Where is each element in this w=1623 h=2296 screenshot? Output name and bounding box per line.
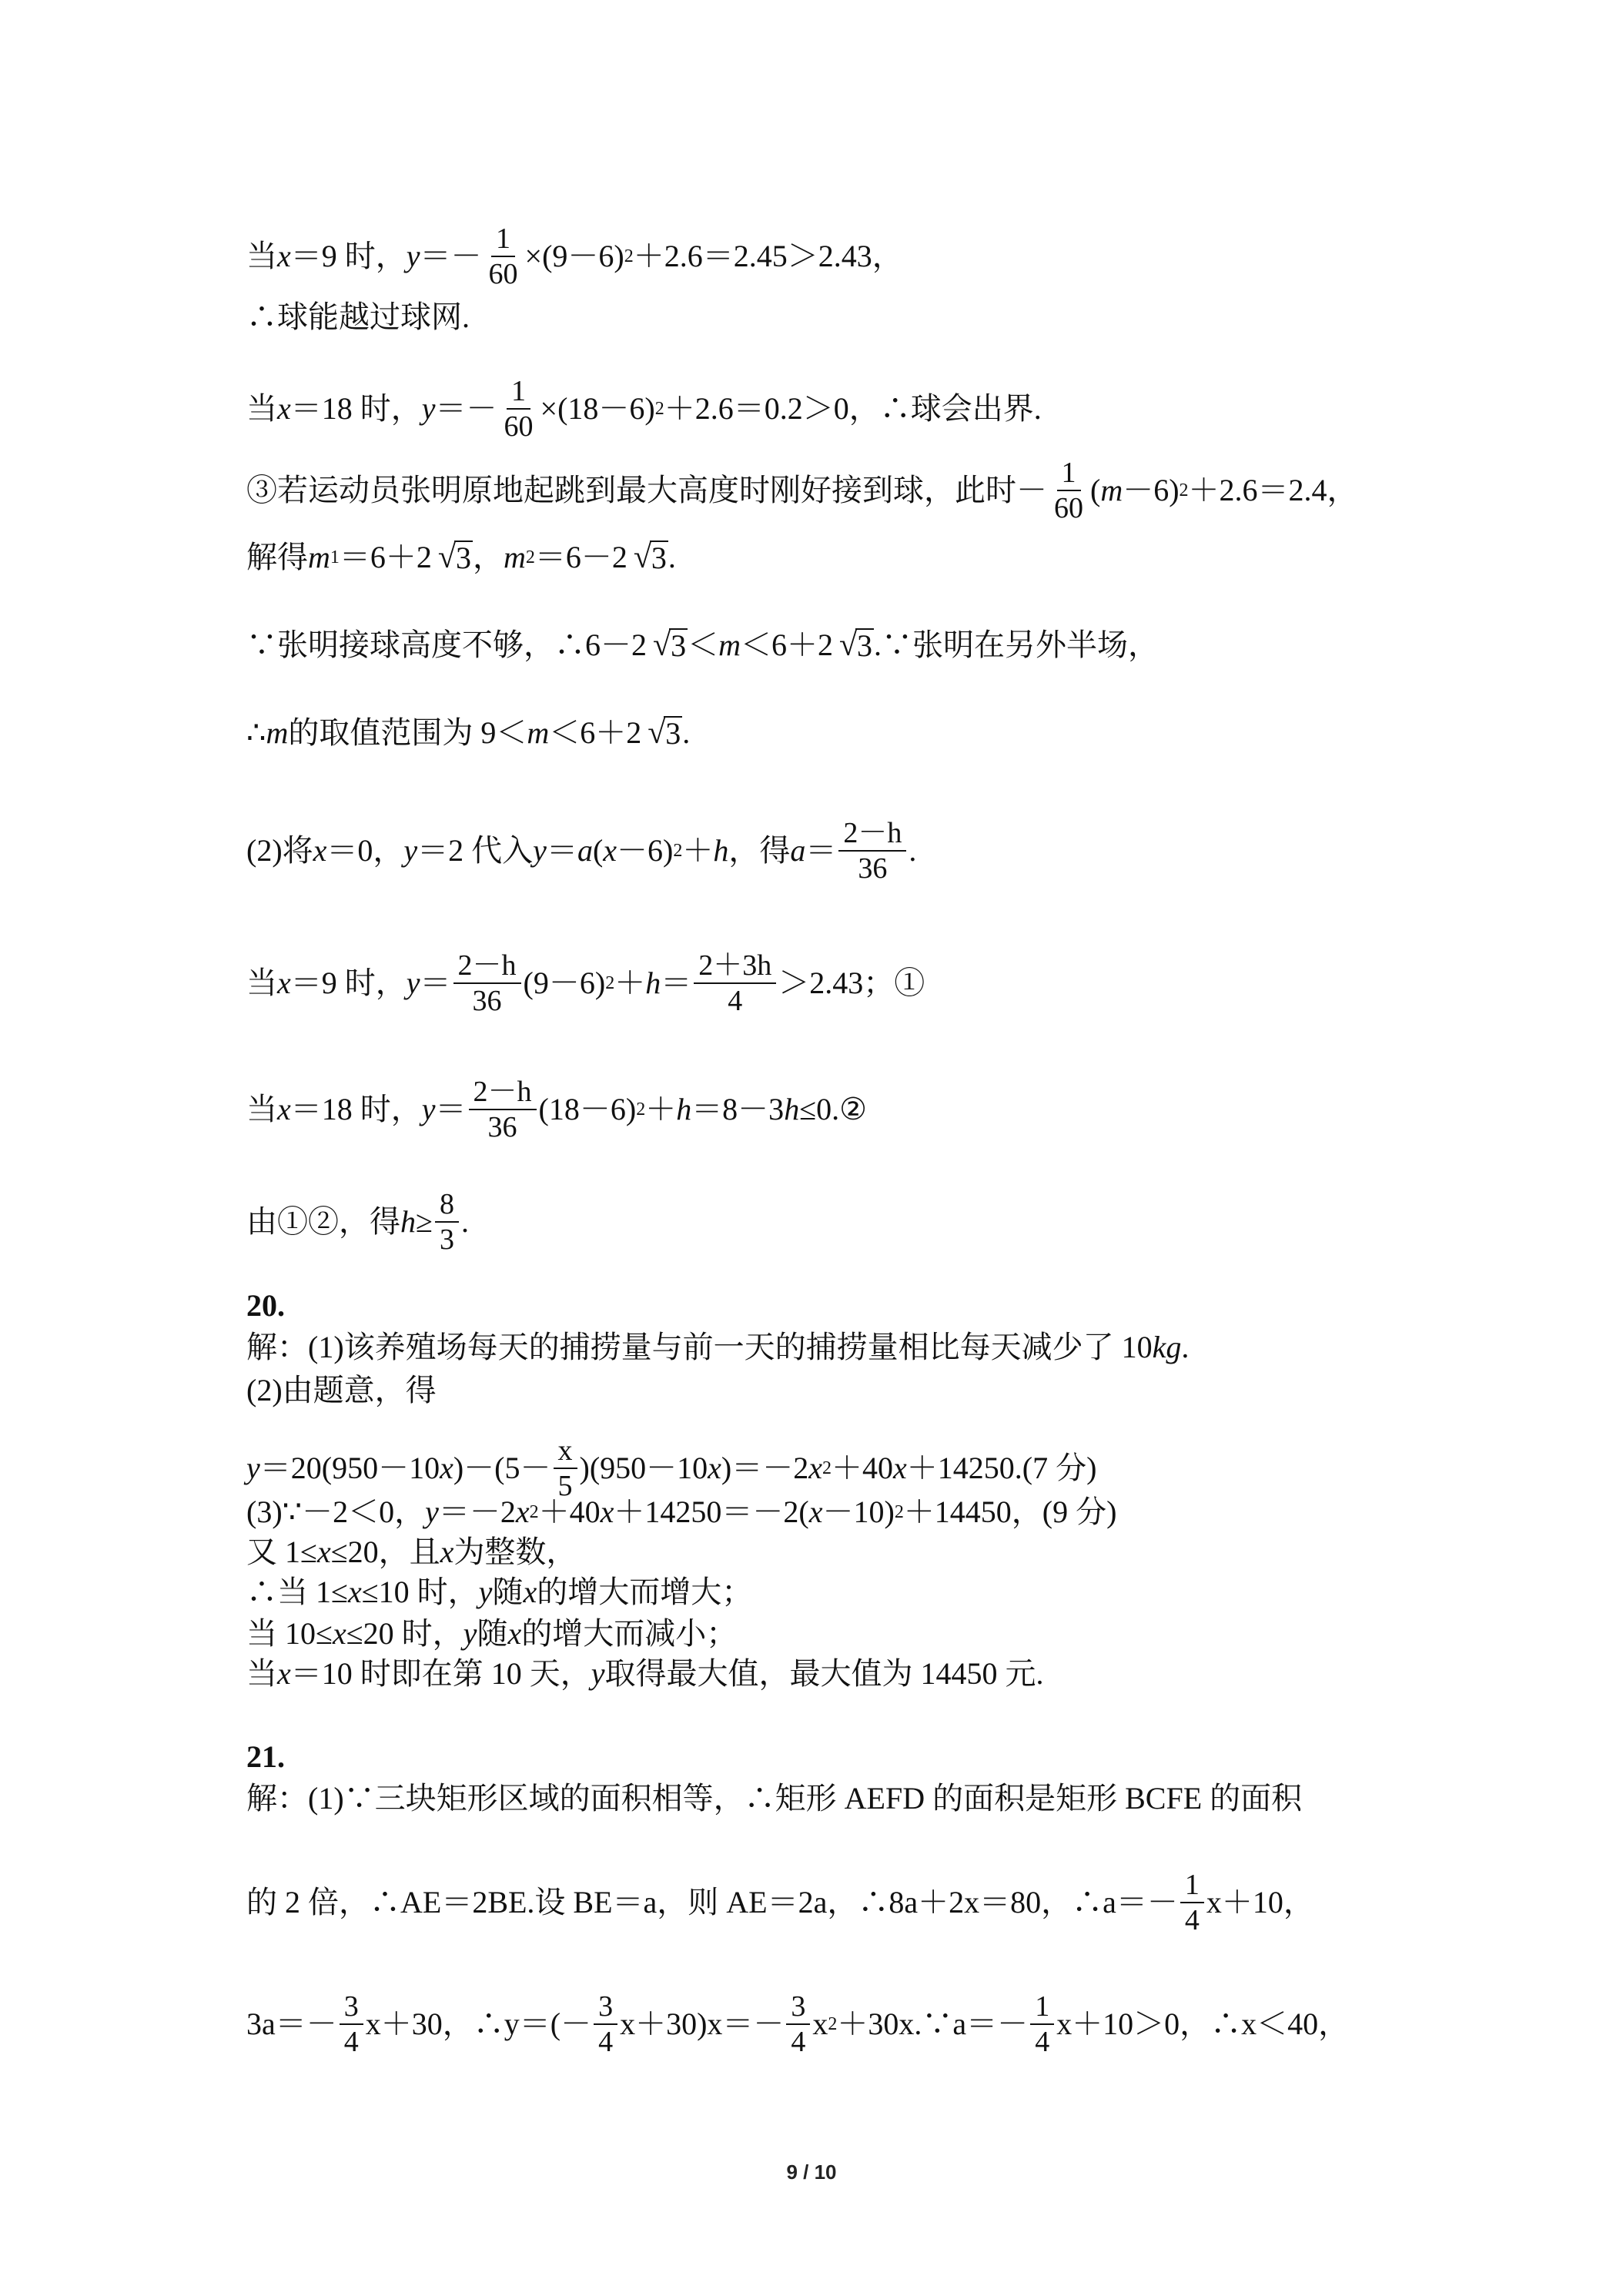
text-line — [246, 1372, 437, 1409]
var: y — [406, 966, 420, 1000]
text-run: ≤0.② — [799, 1092, 867, 1126]
var: m — [1100, 473, 1123, 507]
text-run: 解：(1)∵三块矩形区域的面积相等，∴矩形 AEFD 的面积是矩形 BCFE 的面积 — [246, 1781, 1303, 1816]
radicand: 3 — [651, 541, 667, 575]
text-run: ＝ — [435, 1092, 467, 1126]
text-run: ＝9 时， — [290, 239, 407, 273]
radicand: 3 — [665, 716, 681, 751]
var: h — [645, 966, 661, 1000]
numerator: 2＋3h — [694, 949, 776, 984]
text-run: 解得 — [246, 540, 308, 574]
var: x — [277, 1656, 291, 1691]
text-run: 又 1≤ — [246, 1535, 317, 1569]
text-run: ＝0， — [326, 833, 404, 868]
text-line — [246, 715, 690, 751]
text-run: －6) — [617, 833, 674, 868]
text-run: 当 — [246, 391, 277, 426]
text-run: ＝ — [661, 966, 692, 1000]
text-run: 的 2 倍，∴AE＝2BE.设 BE＝a，则 AE＝2a，∴8a＋2x＝80，∴a＝－ — [246, 1885, 1178, 1919]
fraction — [469, 1075, 537, 1144]
text-run: ( — [1090, 473, 1101, 507]
denominator: 60 — [504, 410, 534, 443]
var: x — [316, 1535, 331, 1569]
var: x — [708, 1451, 721, 1485]
text-run: .∵张明在另外半场， — [874, 628, 1160, 662]
text-line: y ＝20(950－10 x )－(5－ $\frac{x}{5}$ )(950－10 x )＝－2 x 2 ＋40 x ＋14250.(7 分) — [246, 1434, 1097, 1502]
text-run: ＝10 时即在第 10 天， — [290, 1656, 591, 1691]
fraction — [594, 1990, 617, 2059]
denominator: 36 — [487, 1111, 517, 1143]
text-run: x＋10＞0，∴x＜40， — [1056, 2006, 1350, 2041]
text-run: 的增大而增大； — [537, 1575, 753, 1609]
var: y — [533, 833, 547, 868]
text-run: ≤10 时， — [361, 1575, 479, 1609]
denominator: 5 — [557, 1470, 573, 1502]
text-line: (2)将 x ＝0， y ＝2 代入 y ＝ a ( x －6) 2 ＋ h ，得 a ＝ $\frac{2-h}{36}$ . — [246, 817, 917, 885]
numerator: 3 — [786, 1990, 810, 2025]
fraction — [786, 1990, 810, 2059]
text-run: ＜6＋2 — [740, 628, 833, 662]
numerator: 1 — [507, 374, 530, 410]
text-line — [246, 627, 1159, 664]
text-line: 当 x ＝18 时， y ＝－ $\frac{1}{60}$ ×(18－6) 2 ＋2.6＝0.2＞0，∴球会出界. — [246, 375, 1042, 443]
text-run: . — [682, 715, 691, 750]
var: y — [421, 391, 436, 426]
unit: kg — [1152, 1330, 1182, 1364]
page-number: 9 / 10 — [786, 2160, 837, 2184]
numerator: 3 — [594, 1990, 617, 2025]
text-run: ＜ — [688, 628, 719, 662]
var: m — [503, 540, 526, 574]
var: y — [425, 1494, 439, 1529]
text-run: ＜6＋2 — [549, 715, 642, 750]
text-run: ＋14250＝－2( — [614, 1494, 809, 1529]
square-root: √ 3 — [653, 628, 687, 663]
text-run: ×(18－6) — [540, 391, 655, 426]
var: x — [277, 966, 291, 1000]
text-line: 当 x ＝9 时， y ＝ $\frac{2-h}{36}$ (9－6) 2 ＋ h ＝ $\frac{2+3h}{4}$ ＞2.43；① — [246, 949, 925, 1017]
var: x — [523, 1575, 537, 1609]
denominator: 4 — [343, 2026, 359, 2058]
denominator: 4 — [598, 2026, 614, 2058]
text-run: ＝ — [420, 966, 451, 1000]
text-run: ＋ — [682, 833, 714, 868]
var: x — [332, 1616, 346, 1651]
text-run: 为整数， — [453, 1535, 577, 1569]
radicand: 3 — [857, 628, 873, 663]
text-run: ＝20(950－10 — [259, 1451, 440, 1485]
numerator: 1 — [1030, 1990, 1054, 2025]
text-line: 解得 m 1 ＝6＋2 √ 3 ， m 2 ＝6－2 √ 3 . — [246, 540, 676, 575]
text-run: ≥ — [416, 1204, 433, 1239]
square-root: √ 3 — [648, 715, 681, 751]
text-run: )＝－2 — [721, 1451, 809, 1485]
var: m — [266, 715, 289, 750]
numerator: 3 — [340, 1990, 363, 2025]
fraction — [1030, 1990, 1054, 2059]
text-run: 取得最大值，最大值为 14450 元. — [604, 1656, 1044, 1691]
var: y — [421, 1092, 436, 1126]
var: x — [277, 1092, 291, 1126]
var: x — [277, 391, 291, 426]
text-run: ＝6－2 — [534, 540, 627, 574]
text-run: 随 — [477, 1616, 508, 1651]
text-run: . — [1181, 1330, 1190, 1364]
var: y — [246, 1451, 260, 1485]
text-line — [246, 299, 470, 336]
var: x — [507, 1616, 522, 1651]
text-run: ＋14450，(9 分) — [903, 1494, 1117, 1529]
var: h — [400, 1204, 416, 1239]
text-run: ∴球能越过球网. — [246, 300, 470, 334]
denominator: 36 — [858, 852, 888, 885]
fraction — [838, 816, 906, 885]
text-run: ≤20 时， — [346, 1616, 463, 1651]
text-run: . — [460, 1204, 469, 1239]
radicand: 3 — [671, 628, 687, 663]
var: h — [784, 1092, 800, 1126]
var: h — [713, 833, 729, 868]
text-run: ＝18 时， — [290, 391, 422, 426]
denominator: 4 — [1184, 1904, 1200, 1936]
text-run: ＋40 — [832, 1451, 893, 1485]
text-run: ＞2.43；① — [778, 966, 925, 1000]
var: a — [790, 833, 806, 868]
fraction — [554, 1434, 577, 1503]
fraction — [1049, 456, 1088, 525]
text-run: 当 — [246, 239, 277, 273]
denominator: 60 — [1054, 492, 1083, 524]
text-run: x＋10， — [1206, 1885, 1314, 1919]
text-run: ＋2.6＝0.2＞0，∴球会出界. — [664, 391, 1042, 426]
square-root: √ 3 — [633, 540, 667, 575]
var: x — [515, 1494, 530, 1529]
fraction — [340, 1990, 363, 2059]
question-number: 21. — [246, 1739, 285, 1774]
text-run: ( — [592, 833, 604, 868]
denominator: 4 — [791, 2026, 806, 2058]
text-run: 当 — [246, 1656, 277, 1691]
text-run: 当 — [246, 1092, 277, 1126]
text-run: (2)将 — [246, 833, 313, 868]
fraction — [500, 374, 538, 443]
text-run: ＝18 时， — [290, 1092, 422, 1126]
text-line — [246, 1780, 1302, 1817]
text-run: x＋30，∴y＝(－ — [365, 2006, 592, 2041]
text-run: ＋2.6＝2.4， — [1188, 473, 1358, 507]
var: x — [808, 1494, 823, 1529]
text-run: 解：(1)该养殖场每天的捕捞量与前一天的捕捞量相比每天减少了 10 — [246, 1330, 1153, 1364]
numerator: 1 — [1057, 456, 1081, 491]
fraction — [453, 949, 521, 1018]
text-run: ＝－ — [435, 391, 497, 426]
var: x — [277, 239, 291, 273]
text-run: 当 — [246, 966, 277, 1000]
numerator: 8 — [435, 1187, 459, 1223]
text-run: ＋ — [614, 966, 646, 1000]
numerator: 2－h — [469, 1075, 537, 1110]
text-run: x＋30)x＝－ — [620, 2006, 785, 2041]
denominator: 60 — [488, 258, 518, 290]
text-run: (2)由题意，得 — [246, 1373, 437, 1407]
text-run: ， — [472, 540, 504, 574]
var: y — [463, 1616, 477, 1651]
denominator: 4 — [1035, 2026, 1050, 2058]
text-line — [246, 1868, 1314, 1937]
numerator: 1 — [491, 222, 515, 257]
var: y — [478, 1575, 493, 1609]
var: x — [893, 1451, 907, 1485]
text-run: ＋ — [645, 1092, 677, 1126]
text-run: ＝－ — [420, 239, 482, 273]
fraction — [435, 1187, 459, 1257]
numerator: 2－h — [838, 816, 906, 852]
var: y — [591, 1656, 605, 1691]
text-line: 当 x ＝9 时， y ＝－ $\frac{1}{60}$ ×(9－6) 2 ＋2.6＝2.45＞2.43， — [246, 223, 903, 290]
text-run: (3)∵－2＜0， — [246, 1494, 426, 1529]
fraction — [1180, 1868, 1204, 1937]
radicand: 3 — [455, 541, 471, 575]
text-run: －10) — [822, 1494, 895, 1529]
numerator: 1 — [1180, 1868, 1204, 1903]
text-run: ∵张明接球高度不够，∴6－2 — [246, 628, 647, 662]
text-run: ＝9 时， — [290, 966, 407, 1000]
text-line — [246, 1329, 1189, 1366]
text-run: 的增大而减小； — [521, 1616, 738, 1651]
var: m — [527, 715, 550, 750]
text-run: ≤20，且 — [330, 1535, 440, 1569]
var: x — [440, 1535, 454, 1569]
text-run: 由①②，得 — [246, 1204, 400, 1239]
text-line: (3)∵－2＜0， y ＝－2 x 2 ＋40 x ＋14250＝－2( x －10) 2 ＋14450，(9 分) — [246, 1494, 1117, 1529]
text-run: ×(9－6) — [524, 239, 624, 273]
var: x — [440, 1451, 453, 1485]
text-run: ＝ — [546, 833, 577, 868]
square-root: √ 3 — [838, 628, 873, 663]
text-run: ＋14250.(7 分) — [906, 1451, 1097, 1485]
text-line — [246, 1574, 752, 1611]
var: m — [718, 628, 741, 662]
text-run: 当 10≤ — [246, 1616, 333, 1651]
var: x — [313, 833, 327, 868]
text-run: ＋2.6＝2.45＞2.43， — [633, 239, 903, 273]
fraction — [484, 222, 523, 291]
var: y — [406, 239, 420, 273]
text-run: x — [812, 2006, 828, 2041]
var: x — [808, 1451, 822, 1485]
text-run: ∴当 1≤ — [246, 1575, 348, 1609]
text-line — [246, 1655, 1044, 1692]
text-run: 随 — [492, 1575, 524, 1609]
text-run: ＋40 — [538, 1494, 601, 1529]
numerator: x — [554, 1434, 577, 1469]
text-run: )(950－10 — [579, 1451, 708, 1485]
denominator: 36 — [472, 985, 502, 1017]
denominator: 4 — [728, 985, 743, 1017]
var: y — [403, 833, 418, 868]
text-line: 当 x ＝18 时， y ＝ $\frac{2-h}{36}$ (18－6) 2 ＋ h ＝8－3 h ≤0.② — [246, 1076, 867, 1143]
var: m — [308, 540, 330, 574]
text-run: (18－6) — [538, 1092, 637, 1126]
denominator: 3 — [439, 1223, 454, 1256]
text-line: 3a＝－ $\frac{3}{4}$ x＋30，∴y＝(－ $\frac{3}{4}$ x＋30)x＝－ $\frac{3}{4}$ x 2 ＋30x.∵a＝－ $\frac{1}{4}$ x＋10＞0，∴x＜40， — [246, 1990, 1350, 2058]
text-run: ＝2 代入 — [417, 833, 534, 868]
square-root: √ 3 — [437, 540, 471, 575]
var: x — [347, 1575, 362, 1609]
text-run: ③若运动员张明原地起跳到最大高度时刚好接到球，此时－ — [246, 473, 1047, 507]
text-run: ＝ — [805, 833, 837, 868]
text-run: 的取值范围为 9＜ — [288, 715, 527, 750]
var: h — [676, 1092, 692, 1126]
text-run: )－(5－ — [453, 1451, 551, 1485]
var: x — [600, 1494, 614, 1529]
text-line — [246, 1187, 469, 1257]
text-run: ，得 — [728, 833, 791, 868]
text-run: ＝－2 — [438, 1494, 516, 1529]
text-run: (9－6) — [523, 966, 606, 1000]
text-run: ＝6＋2 — [339, 540, 432, 574]
var: a — [577, 833, 593, 868]
text-line — [246, 1534, 577, 1571]
text-line: ③若运动员张明原地起跳到最大高度时刚好接到球，此时－ $\frac{1}{60}$ ( m －6) 2 ＋2.6＝2.4， — [246, 457, 1358, 524]
text-run: ＝8－3 — [691, 1092, 785, 1126]
text-run: ∴ — [246, 715, 266, 750]
text-run: －6) — [1123, 473, 1180, 507]
text-line — [246, 1615, 737, 1652]
text-run: . — [668, 540, 676, 574]
text-run: ＋30x.∵a＝－ — [837, 2006, 1029, 2041]
var: x — [603, 833, 617, 868]
question-number: 20. — [246, 1288, 285, 1323]
text-run: 3a＝－ — [246, 2006, 337, 2041]
numerator: 2－h — [453, 949, 521, 984]
fraction — [694, 949, 776, 1018]
text-run: . — [909, 833, 917, 868]
